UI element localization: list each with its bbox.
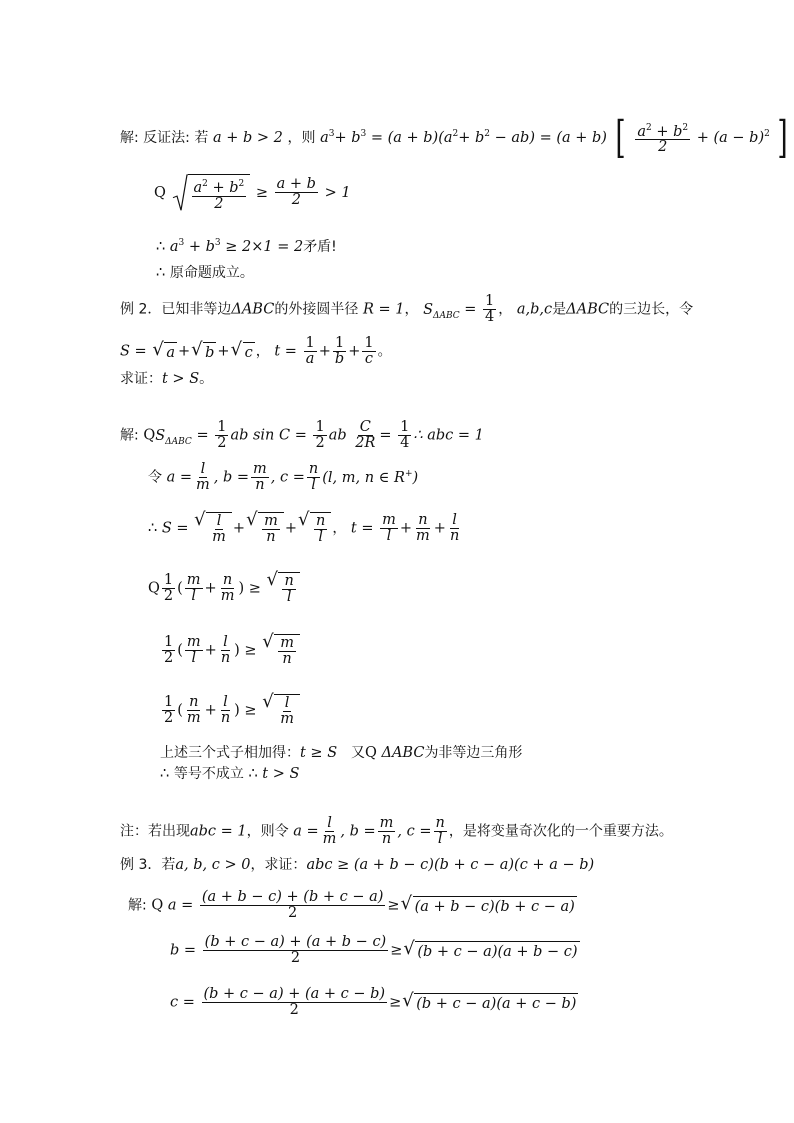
solution-line-4 [156, 264, 254, 282]
inequality-1: Q $\frac{1}{2}$ ( $\frac{m}{l}$ + $\frac{n}{m}$ ) ≥ √ $\frac{n}{l}$ [148, 572, 301, 605]
because-symbol: Q [151, 897, 164, 914]
n-over-l: $\frac{n}{l}$ [435, 815, 445, 847]
note-line [120, 816, 673, 847]
radius-expr: R = 1 [362, 301, 405, 318]
b-def: , b = [340, 823, 376, 840]
n-over-l: $\frac{n}{l}$ [308, 461, 319, 493]
solution-label: 解: [120, 427, 139, 444]
let-text: ，则令 [246, 823, 289, 840]
sine-law-fraction: $\frac{C}{2R}$ [355, 419, 376, 451]
b-def: , b = [213, 469, 250, 486]
example-2-line-3 [120, 370, 213, 388]
equals-symbol: = [464, 301, 477, 318]
prove-label: ，求证： [250, 857, 307, 873]
ex3-solution-line-3 [170, 987, 579, 1018]
because-symbol: Q [148, 580, 160, 597]
example-2-intro: 例 2．已知非等边 [120, 301, 232, 318]
c-gm-sqrt: √ (b + c − a)(a + c − b) [402, 993, 578, 1013]
side-vars: a,b,c [516, 301, 553, 318]
a-gm-sqrt: √ (a + b − c)(b + c − a) [401, 896, 577, 916]
l-over-m: $\frac{l}{m}$ [322, 815, 337, 847]
comma: ， [332, 520, 347, 537]
solution-line-2 [154, 174, 351, 212]
example-3-line [120, 856, 594, 874]
half-fraction: $\frac{1}{2}$ [164, 634, 174, 666]
then-text: ，则 [287, 130, 316, 146]
because-symbol: Q [364, 745, 377, 761]
ab-expr: ab [328, 427, 347, 444]
b-lhs: b = [170, 942, 197, 959]
therefore-symbol: ∴ [156, 238, 166, 255]
m-over-n: $\frac{m}{n}$ [253, 461, 267, 493]
solution-line-1 [120, 112, 792, 163]
contradiction-text: 矛盾! [303, 238, 337, 255]
m-over-n: $\frac{m}{n}$ [379, 815, 394, 847]
frac-a: $\frac{m}{l}$ [186, 572, 201, 604]
sqrt-b: √ b [191, 342, 216, 362]
ex2-solution-line-1 [120, 420, 484, 451]
ex2-solution-line-3: ∴ S = √ $\frac{l}{m}$ + √ $\frac{m}{n}$ + √ $\frac{n}{l}$ ， t = $\frac{m}{l}$ + $\frac{n}{m}$ + $\frac{l}{n}$ [148, 512, 463, 545]
inequality-2: $\frac{1}{2}$ ( $\frac{m}{l}$ + $\frac{l}{n}$ ) ≥ √ $\frac{m}{n}$ [160, 634, 301, 667]
therefore-symbol: ∴ [248, 766, 258, 782]
half-fraction: $\frac{1}{2}$ [315, 419, 325, 451]
area-fraction: $\frac{1}{4}$ [485, 293, 495, 325]
b-gm-sqrt: √ (b + c − a)(a + b − c) [403, 941, 579, 961]
non-equilateral-text: 为非等边三角形 [424, 745, 523, 761]
because-symbol: Q [143, 427, 156, 444]
ge-symbol: ≥ [389, 994, 402, 1011]
sqrt-n-over-l: √ $\frac{n}{l}$ [298, 512, 331, 545]
schur-like-inequality: abc ≥ (a + b − c)(b + c − a)(c + a − b) [306, 857, 595, 873]
let-text: 令 [148, 469, 162, 486]
inequality-3: $\frac{1}{2}$ ( $\frac{n}{m}$ + $\frac{l}{n}$ ) ≥ √ $\frac{l}{m}$ [160, 694, 301, 727]
also-text: 又 [350, 745, 365, 761]
sqrt-term: √ $\frac{n}{l}$ [266, 572, 299, 605]
period: 。 [199, 371, 214, 387]
area-symbol: $S_{\Delta ABC}$ [155, 427, 192, 447]
comma: ， [404, 301, 419, 318]
assumption-expr: a + b > 2 [212, 130, 283, 146]
half-fraction: $\frac{1}{2}$ [164, 694, 174, 726]
t-expr: t = [350, 520, 374, 537]
note-tail: ，是将变量奇次化的一个重要方法。 [448, 823, 673, 840]
ex2-solution-line-4 [160, 744, 522, 762]
sqrt-a: √ a [152, 342, 177, 362]
a-def: a = [166, 469, 193, 486]
solution-label: 解: [128, 897, 147, 914]
ge-symbol: ≥ [387, 897, 400, 914]
prove-expr: t > S [162, 371, 200, 387]
triangle-name: ΔABC [231, 301, 275, 318]
ex2-solution-line-2 [148, 462, 418, 493]
example-3-intro: 例 3．若 [120, 857, 176, 873]
recip-a: $\frac{1}{a}$ [305, 335, 315, 367]
solution-line-3 [156, 234, 337, 256]
note-label: 注：若出现 [120, 823, 190, 840]
t-ge-s: t ≥ S [300, 745, 338, 761]
sine-area-expr: ab sin C = [230, 427, 307, 444]
c-def: , c = [270, 469, 305, 486]
b-am-fraction: $\frac{(b + c - a) + (a + b - c)}{2}$ [204, 934, 387, 966]
t-def-lhs: t = [274, 343, 297, 360]
sqrt-l-over-m: √ $\frac{l}{m}$ [194, 512, 232, 545]
frac-a: $\frac{m}{l}$ [186, 634, 201, 666]
ex2-solution-line-5 [160, 765, 299, 783]
c-lhs: c = [170, 994, 195, 1011]
solution-label: 解: 反证法: 若 [120, 130, 209, 146]
recip-b: $\frac{1}{b}$ [334, 335, 345, 367]
comma: ， [255, 343, 270, 360]
circumradius-text: 的外接圆半径 [274, 301, 359, 318]
positivity-cond: a, b, c > 0 [175, 857, 251, 873]
mean-fraction: $\frac{a + b}{2}$ [276, 176, 316, 209]
n-over-m: $\frac{n}{m}$ [416, 512, 430, 544]
a-am-fraction: $\frac{(a + b - c) + (b + c - a)}{2}$ [201, 889, 384, 921]
frac-b: $\frac{l}{n}$ [220, 694, 231, 726]
s-expr: S = [161, 520, 189, 537]
therefore-symbol: ∴ [148, 520, 158, 537]
example-2-line-2: S = √ a +√ b +√ c ， t = $\frac{1}{a}$ + $\frac{1}{b}$ + $\frac{1}{c}$ 。 [120, 336, 392, 367]
half-fraction: $\frac{1}{2}$ [217, 419, 227, 451]
diff-square-expr: + $(a - b)^2$ [696, 129, 770, 146]
frac-b: $\frac{l}{n}$ [220, 634, 231, 666]
sqrt-c: √ c [231, 342, 255, 362]
l-over-m: $\frac{l}{m}$ [196, 461, 210, 493]
abc-one: abc = 1 [190, 823, 247, 840]
c-def: , c = [397, 823, 432, 840]
period: 。 [377, 343, 392, 360]
ex3-solution-line-2 [170, 935, 581, 966]
m-over-l: $\frac{m}{l}$ [382, 512, 396, 544]
rms-sqrt: $\frac{a^2 + b^2}{2}$ [172, 174, 251, 212]
sqrt-m-over-n: √ $\frac{m}{n}$ [246, 512, 284, 545]
prove-label: 求证： [120, 371, 162, 387]
is-text: 是 [552, 301, 567, 318]
because-symbol: Q [154, 184, 166, 201]
sqrt-term: √ $\frac{m}{n}$ [262, 634, 300, 667]
c-am-fraction: $\frac{(b + c - a) + (a + c - b)}{2}$ [203, 986, 386, 1018]
domain-expr: (l, m, n ∈ R+) [322, 468, 419, 486]
ex3-solution-line-1 [128, 890, 578, 921]
t-gt-s: t > S [262, 766, 300, 782]
area-symbol: $S_{\Delta ABC}$ [423, 301, 460, 321]
conclusion-text: 原命题成立。 [169, 265, 254, 281]
comma: ， [498, 301, 513, 318]
ge-symbol: ≥ [255, 184, 269, 201]
cube-sum-expr: $a^3+ b^3 = (a + b)(a^2+ b^2 - ab) = (a + b)$ [320, 129, 607, 146]
example-2-line-1 [120, 294, 693, 325]
half-square-sum-fraction: $\frac{a^2 + b^2}{2}$ [637, 122, 689, 156]
therefore-symbol: ∴ [156, 265, 166, 281]
frac-b: $\frac{n}{m}$ [220, 572, 235, 604]
abc-equals-one: ∴ abc = 1 [413, 427, 484, 444]
therefore-symbol: ∴ [160, 766, 170, 782]
triangle-name: ΔABC [566, 301, 610, 318]
s-def-lhs: S = [120, 343, 147, 360]
contradiction-expr: $a^3 + b^3 \ge 2\times 1 = 2$ [169, 238, 304, 255]
equality-fails-text: 等号不成立 [173, 766, 244, 782]
left-bracket: [ [615, 112, 626, 163]
quarter-fraction: $\frac{1}{4}$ [400, 419, 410, 451]
half-fraction: $\frac{1}{2}$ [163, 572, 174, 604]
equals-symbol: = [196, 427, 209, 444]
a-lhs: a = [167, 897, 194, 914]
sides-text: 的三边长，令 [609, 301, 694, 318]
equals-symbol: = [379, 427, 392, 444]
a-def: a = [293, 823, 319, 840]
sqrt-term: √ $\frac{l}{m}$ [262, 694, 300, 727]
ge-symbol: ≥ [390, 942, 403, 959]
recip-c: $\frac{1}{c}$ [364, 335, 374, 367]
sum-text: 上述三个式子相加得： [160, 745, 300, 761]
l-over-n: $\frac{l}{n}$ [449, 512, 460, 544]
frac-a: $\frac{n}{m}$ [186, 694, 201, 726]
triangle-name: ΔABC [381, 745, 425, 761]
right-bracket: ] [777, 112, 789, 163]
gt-one: > 1 [324, 184, 351, 201]
